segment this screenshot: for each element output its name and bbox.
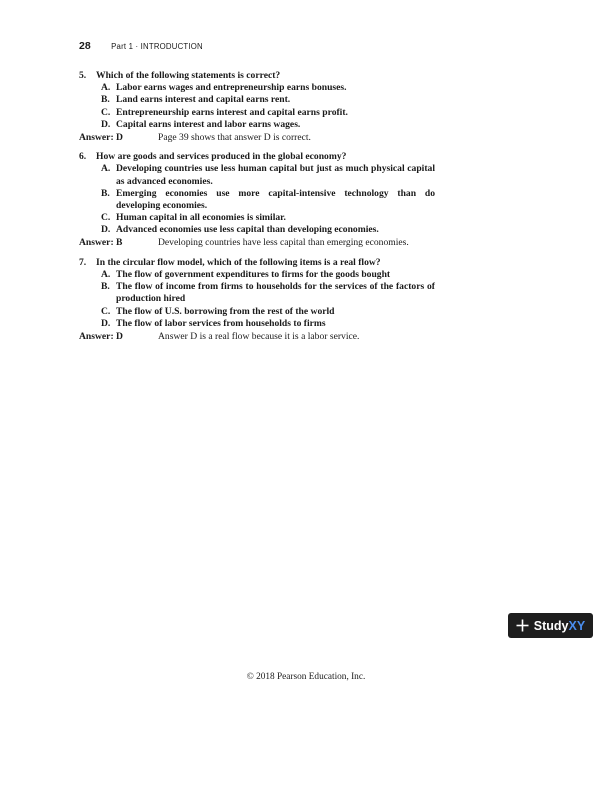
question-5	[79, 70, 435, 144]
question-stem	[79, 151, 435, 163]
question-text: Which of the following statements is correct?	[96, 70, 281, 81]
option-b	[79, 188, 435, 212]
question-number: 5.	[79, 70, 87, 81]
answer-explanation: Developing countries have less capital than emerging economies.	[158, 237, 409, 249]
option-c	[79, 212, 435, 224]
option-c	[79, 306, 435, 318]
badge-accent-text: XY	[568, 618, 586, 633]
question-stem	[79, 257, 435, 269]
part-label: Part 1 · INTRODUCTION	[111, 42, 203, 51]
option-letter: D.	[101, 224, 111, 236]
option-text: Advanced economies use less capital than developing economies.	[116, 224, 379, 236]
answer-explanation: Page 39 shows that answer D is correct.	[158, 131, 311, 143]
option-b	[79, 281, 435, 305]
page-number: 28	[79, 40, 91, 52]
option-letter: A.	[101, 163, 111, 175]
option-c	[79, 107, 435, 119]
plus-icon	[516, 619, 529, 632]
option-a	[79, 82, 435, 94]
answer-row	[79, 237, 435, 249]
option-letter: D.	[101, 118, 111, 130]
question-number: 6.	[79, 151, 87, 163]
option-text: Entrepreneurship earns interest and capital earns profit.	[116, 106, 348, 118]
question-number: 7.	[79, 256, 87, 268]
option-text: The flow of government expenditures to firms for the goods bought	[116, 269, 391, 281]
option-letter: B.	[101, 281, 110, 293]
option-text: The flow of income from firms to households for the services of the factors of production hired	[116, 281, 435, 305]
question-text: How are goods and services produced in the global economy?	[96, 151, 347, 163]
option-letter: A.	[101, 269, 111, 281]
question-list	[79, 70, 435, 350]
running-header	[79, 36, 203, 54]
option-d	[79, 119, 435, 131]
question-7	[79, 257, 435, 343]
option-letter: C.	[101, 212, 111, 224]
option-d	[79, 224, 435, 236]
option-text: Emerging economies use more capital-intensive technology than do developing economies.	[116, 187, 435, 212]
option-text: Human capital in all economies is similar.	[116, 212, 286, 224]
answer-row	[79, 132, 435, 144]
option-a	[79, 163, 435, 187]
option-text: The flow of labor services from households to firms	[116, 317, 326, 329]
option-text: The flow of U.S. borrowing from the rest of the world	[116, 305, 335, 317]
option-letter: D.	[101, 317, 111, 329]
option-text: Labor earns wages and entrepreneurship earns bonuses.	[116, 82, 347, 94]
option-text: Developing countries use less human capital but just as much physical capital as advanced economies.	[116, 163, 435, 187]
option-letter: A.	[101, 82, 111, 94]
question-6	[79, 151, 435, 249]
studyxy-badge[interactable]	[508, 613, 593, 638]
question-text: In the circular flow model, which of the following items is a real flow?	[96, 256, 381, 268]
answer-label: Answer: B	[79, 237, 123, 249]
option-text: Capital earns interest and labor earns wages.	[116, 118, 301, 130]
option-letter: B.	[101, 187, 110, 199]
option-a	[79, 269, 435, 281]
option-b	[79, 94, 435, 106]
option-letter: C.	[101, 106, 111, 118]
copyright-footer: © 2018 Pearson Education, Inc.	[246, 672, 366, 682]
option-text: Land earns interest and capital earns rent.	[116, 94, 291, 106]
answer-explanation: Answer D is a real flow because it is a labor service.	[158, 330, 360, 342]
answer-row	[79, 331, 435, 343]
badge-text: Study	[533, 618, 569, 633]
option-d	[79, 318, 435, 330]
question-stem	[79, 70, 435, 82]
option-letter: C.	[101, 305, 111, 317]
answer-label: Answer: D	[79, 131, 123, 143]
option-letter: B.	[101, 94, 110, 106]
answer-label: Answer: D	[79, 330, 123, 342]
